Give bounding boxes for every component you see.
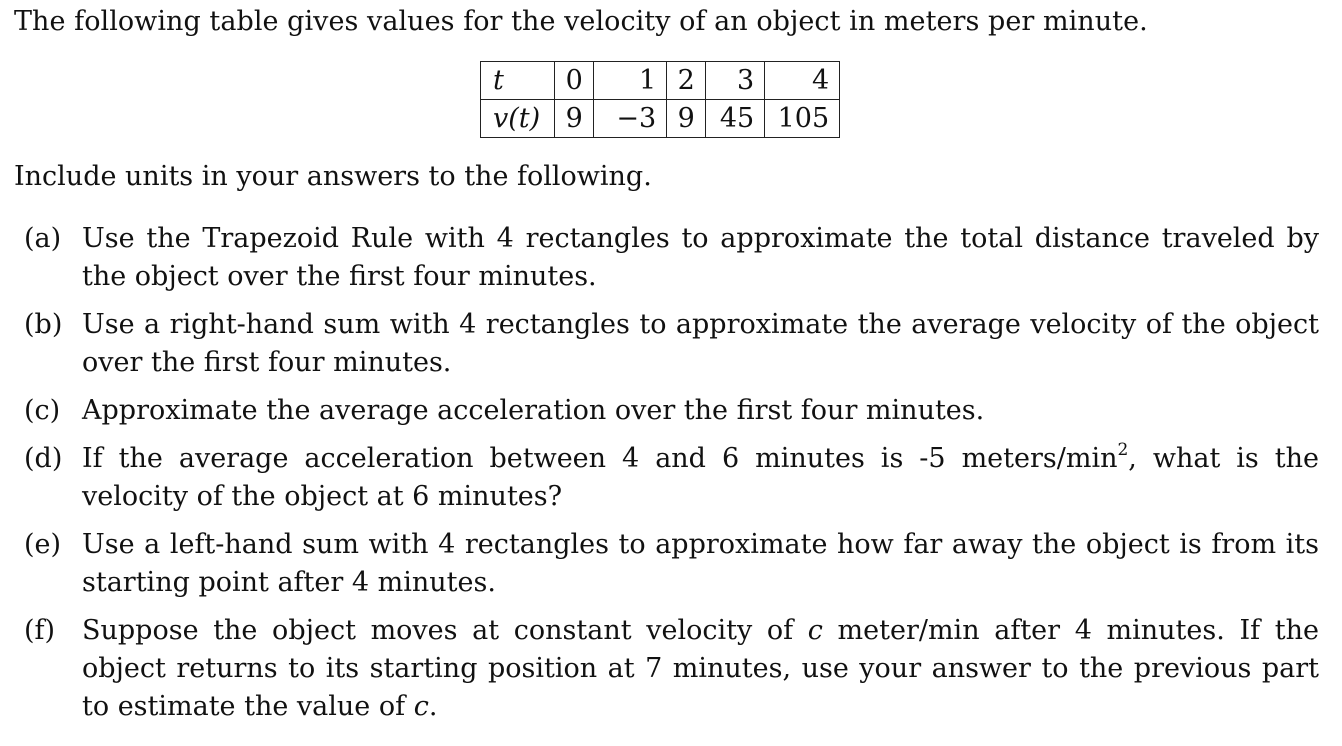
question-text: Use a right-hand sum with 4 rectangles to approximate the average velocity of the object over the first four minutes. [82,309,1319,378]
row-label-v: v(t) [481,100,555,138]
question-label: (d) [24,443,63,474]
intro-text: The following table gives values for the velocity of an object in meters per minute. [14,6,1148,37]
question-label: (a) [24,223,62,254]
question-text: Use a left-hand sum with 4 rectangles to approximate how far away the object is from its starting point after 4 minutes. [82,529,1319,598]
row-label-t: t [481,62,555,100]
question-item-f [14,612,1319,726]
table-row-t [481,62,840,100]
question-label: (f) [24,615,56,646]
t-cell: 4 [765,62,840,100]
question-text-after: , what is the velocity of the object at 6 minutes? [82,443,1319,512]
variable-c: c [413,691,429,722]
question-text: Use the Trapezoid Rule with 4 rectangles to approximate the total distance traveled by the object over the first four minutes. [82,223,1319,292]
question-text: Approximate the average acceleration over the first four minutes. [82,395,985,426]
velocity-table-wrapper [480,61,840,138]
question-label: (e) [24,529,62,560]
v-cell: 105 [765,100,840,138]
question-text-after: . [428,691,438,722]
variable-c: c [807,615,823,646]
t-cell: 3 [706,62,765,100]
table-row-v [481,100,840,138]
question-text-mid: meter/min after 4 minutes. If the object returns to its starting position at 7 minutes, use your answer to the previous part to estimate the value of [82,615,1319,722]
instruction-text: Include units in your answers to the following. [14,161,652,192]
velocity-table [480,61,840,138]
v-cell: 45 [706,100,765,138]
question-text-before: Suppose the object moves at constant velocity of [82,615,808,646]
v-cell: 9 [555,100,594,138]
t-cell: 1 [594,62,667,100]
t-cell: 2 [667,62,706,100]
v-cell: −3 [594,100,667,138]
question-item-c [14,392,1319,430]
question-label: (b) [24,309,63,340]
question-label: (c) [24,395,61,426]
superscript-exponent: 2 [1117,440,1129,460]
question-item-b [14,306,1319,382]
question-item-d [14,440,1319,516]
question-item-e [14,526,1319,602]
question-item-a [14,220,1319,296]
t-cell: 0 [555,62,594,100]
question-list [14,220,1319,736]
question-text-before: If the average acceleration between 4 and 6 minutes is -5 meters/min [82,443,1118,474]
v-cell: 9 [667,100,706,138]
